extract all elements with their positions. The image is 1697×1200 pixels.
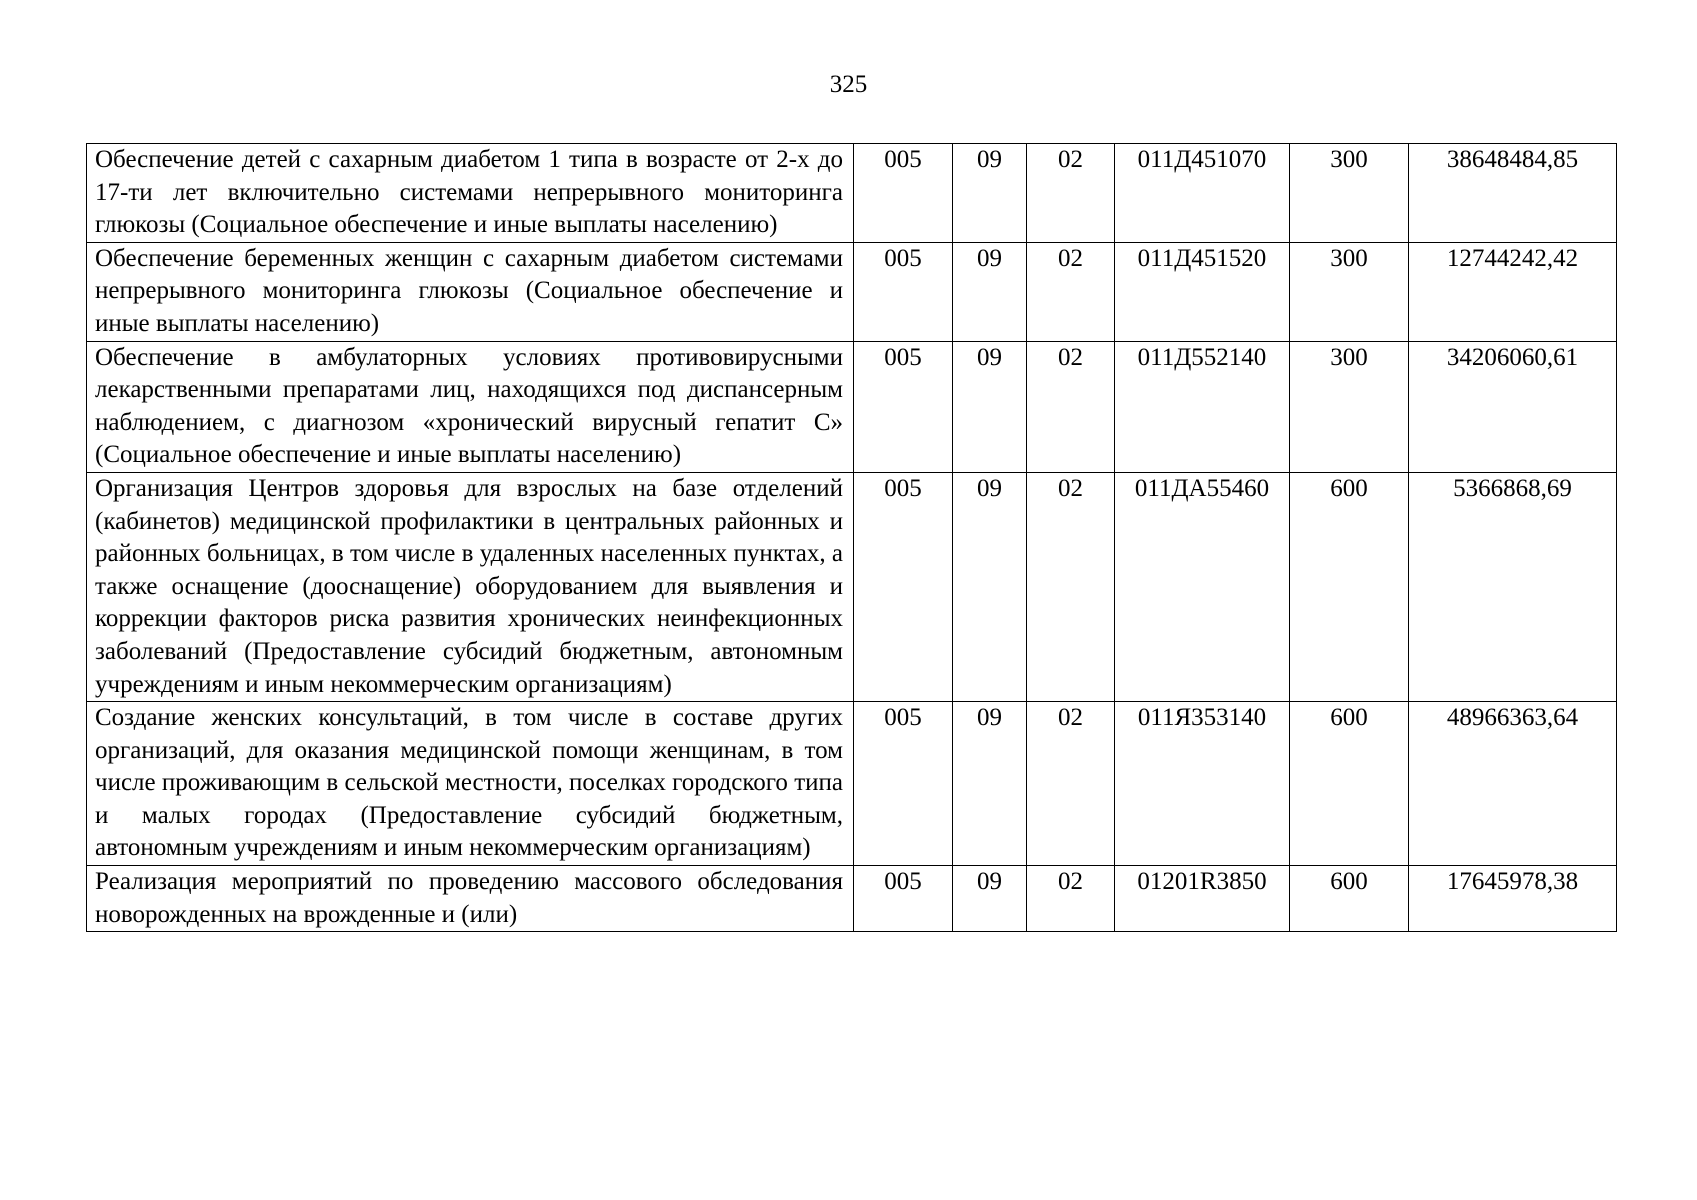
- description-cell: Обеспечение беременных женщин с сахарным диабетом системами непрерывного мониторинга глюкозы (Социальное обеспечение и иные выплаты населению): [87, 242, 854, 341]
- ministry-code-cell: 005: [854, 702, 953, 866]
- ministry-code-cell: 005: [854, 341, 953, 472]
- amount-cell: 38648484,85: [1409, 144, 1617, 243]
- expense-type-cell: 300: [1290, 242, 1409, 341]
- subsection-code-cell: 02: [1027, 866, 1115, 932]
- ministry-code-cell: 005: [854, 144, 953, 243]
- expense-type-cell: 600: [1290, 472, 1409, 701]
- table-row: [87, 472, 1617, 701]
- section-code-cell: 09: [953, 144, 1027, 243]
- table-row: [87, 242, 1617, 341]
- subsection-code-cell: 02: [1027, 702, 1115, 866]
- description-cell: Создание женских консультаций, в том числе в составе других организаций, для оказания медицинской помощи женщинам, в том числе проживающим в сельской местности, поселках городского типа и малых городах (Предоставление субсидий бюджетным, автономным учреждениям и иным некоммерческим организациям): [87, 702, 854, 866]
- target-article-cell: 01201R3850: [1115, 866, 1290, 932]
- table-row: [87, 144, 1617, 243]
- table-row: [87, 341, 1617, 472]
- expense-type-cell: 600: [1290, 866, 1409, 932]
- target-article-cell: 011Д451520: [1115, 242, 1290, 341]
- target-article-cell: 011Я353140: [1115, 702, 1290, 866]
- table-row: [87, 866, 1617, 932]
- expense-type-cell: 300: [1290, 341, 1409, 472]
- target-article-cell: 011Д451070: [1115, 144, 1290, 243]
- ministry-code-cell: 005: [854, 242, 953, 341]
- amount-cell: 34206060,61: [1409, 341, 1617, 472]
- ministry-code-cell: 005: [854, 472, 953, 701]
- description-cell: Организация Центров здоровья для взрослых на базе отделений (кабинетов) медицинской профилактики в центральных районных и районных больницах, в том числе в удаленных населенных пунктах, а также оснащение (дооснащение) оборудованием для выявления и коррекции факторов риска развития хронических неинфекционных заболеваний (Предоставление субсидий бюджетным, автономным учреждениям и иным некоммерческим организациям): [87, 472, 854, 701]
- section-code-cell: 09: [953, 866, 1027, 932]
- description-cell: Обеспечение детей с сахарным диабетом 1 типа в возрасте от 2-х до 17-ти лет включительно системами непрерывного мониторинга глюкозы (Социальное обеспечение и иные выплаты населению): [87, 144, 854, 243]
- expense-type-cell: 600: [1290, 702, 1409, 866]
- amount-cell: 5366868,69: [1409, 472, 1617, 701]
- page-number: 325: [829, 71, 868, 98]
- subsection-code-cell: 02: [1027, 472, 1115, 701]
- expense-type-cell: 300: [1290, 144, 1409, 243]
- section-code-cell: 09: [953, 702, 1027, 866]
- subsection-code-cell: 02: [1027, 144, 1115, 243]
- amount-cell: 48966363,64: [1409, 702, 1617, 866]
- description-cell: Реализация мероприятий по проведению массового обследования новорожденных на врожденные и (или): [87, 866, 854, 932]
- target-article-cell: 011ДА55460: [1115, 472, 1290, 701]
- description-cell: Обеспечение в амбулаторных условиях противовирусными лекарственными препаратами лиц, находящихся под диспансерным наблюдением, с диагнозом «хронический вирусный гепатит С» (Социальное обеспечение и иные выплаты населению): [87, 341, 854, 472]
- amount-cell: 12744242,42: [1409, 242, 1617, 341]
- amount-cell: 17645978,38: [1409, 866, 1617, 932]
- target-article-cell: 011Д552140: [1115, 341, 1290, 472]
- ministry-code-cell: 005: [854, 866, 953, 932]
- subsection-code-cell: 02: [1027, 242, 1115, 341]
- subsection-code-cell: 02: [1027, 341, 1115, 472]
- section-code-cell: 09: [953, 472, 1027, 701]
- section-code-cell: 09: [953, 341, 1027, 472]
- budget-table: [86, 143, 1617, 932]
- section-code-cell: 09: [953, 242, 1027, 341]
- table-row: [87, 702, 1617, 866]
